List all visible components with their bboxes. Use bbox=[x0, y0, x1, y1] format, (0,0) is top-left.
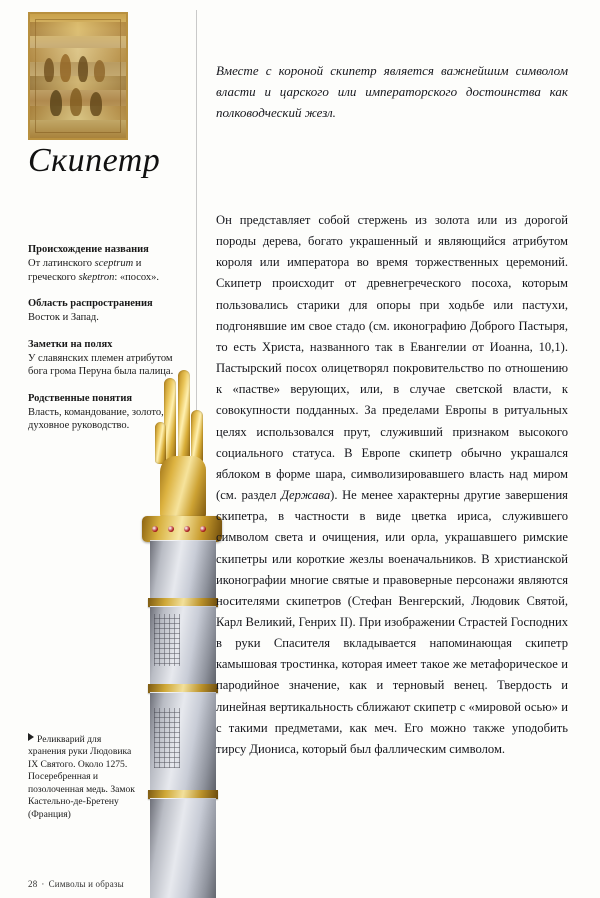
finger-thumb bbox=[155, 422, 166, 464]
forearm-body bbox=[148, 540, 218, 898]
folio-number: 28 bbox=[28, 879, 38, 889]
finger-middle bbox=[178, 370, 190, 464]
sidebar-item-origin bbox=[28, 243, 178, 284]
main-body-text: Он представляет собой стержень из золота или из дорогой породы дерева, богато украшенный и являющийся атрибутом короля или императора во время торжественных церемоний. Скипетр происходит от древнегреческого посоха, которым пользовались старики для опоры при ходьбе или пастухи, подгонявшие им свое стадо (см. иконографию Доброго Пастыря, то есть Христа, названного так в Евангелии от Иоанна, 10,1). Пастырский посох олицетворял покровительство по отношению к «пастве» верующих, или, в случае светской власти, к совокупности подданных. За пределами Европы в ритуальных целях использовался прут, служивший признаком высокого социального статуса. В Европе скипетр обычно украшался яблоком в форме шара, символизировавшего власть над миром (см. раздел Держава). Не менее характерны другие завершения скипетра, в частности в виде цветка ириса, служившего символом света и очищения, или орла, украшавшего римские скипетры или короткие жезлы военачальников. В христианской иконографии многие святые и правоверные персонажи являются носителями скипетров (Стефан Венгерский, Людовик Святой, Карл Великий, Генрих II). При изображении Страстей Господних в руки Спасителя вкладывается напоминающая скипетр камышовая тростинка, которая имеет такое же метафорическое и пародийное значение, как и терновый венец. Твердость и линейная вертикальность сближают скипетр с «мировой осью» и с такими предметами, как меч. Его можно также уподобить тирсу Диониса, который был фаллическим символом. bbox=[216, 213, 568, 756]
sidebar-text: У славянских племен атрибутом бога грома Перуна была палица. bbox=[28, 352, 174, 378]
folio-separator: · bbox=[41, 879, 45, 889]
blessing-hand bbox=[154, 370, 210, 520]
gem bbox=[152, 526, 158, 532]
gilded-wrist-cuff bbox=[142, 516, 222, 542]
sidebar-heading: Заметки на полях bbox=[28, 338, 113, 350]
figure-caption-text: Реликварий для хранения руки Людовика IX Святого. Около 1275. Посеребренная и позолоченная медь. Замок Кастельно-де-Бретену (Франция) bbox=[28, 734, 135, 820]
miniature-figure bbox=[50, 90, 62, 116]
intro-paragraph: Вместе с короной скипетр является важнейшим символом власти и царского или императорского достоинства как полководческий жезл. bbox=[216, 63, 568, 121]
sidebar-heading: Область распространения bbox=[28, 298, 153, 309]
sidebar-heading: Родственные понятия bbox=[28, 392, 133, 404]
sidebar-text: Власть, командование, золото, духовное руководство. bbox=[28, 406, 164, 432]
folio bbox=[28, 879, 124, 889]
miniature-figure bbox=[60, 54, 71, 82]
miniature-figure bbox=[78, 56, 88, 82]
gem bbox=[200, 526, 206, 532]
miniature-figure bbox=[94, 60, 105, 82]
gem bbox=[168, 526, 174, 532]
page-title: Скипетр bbox=[28, 142, 161, 179]
miniature-band bbox=[30, 22, 126, 36]
sidebar-item-distribution bbox=[28, 297, 178, 325]
folio-title: Символы и образы bbox=[48, 879, 124, 889]
miniature-figure bbox=[44, 58, 54, 82]
miniature-figure bbox=[90, 92, 102, 116]
sidebar-heading: Происхождение названия bbox=[28, 244, 149, 255]
figure-caption bbox=[28, 733, 138, 821]
miniature-figure bbox=[70, 88, 82, 116]
sidebar-text: Восток и Запад. bbox=[28, 312, 99, 324]
silvered-forearm bbox=[148, 540, 218, 898]
forearm-segment bbox=[150, 540, 216, 602]
medieval-miniature-illustration bbox=[28, 12, 128, 140]
mesh-panel bbox=[154, 614, 180, 666]
triangle-right-icon bbox=[28, 733, 34, 741]
palm bbox=[160, 456, 206, 520]
mesh-panel bbox=[154, 708, 180, 768]
gem bbox=[184, 526, 190, 532]
sidebar-text: От латинского sceptrum и греческого skeptron: «посох». bbox=[28, 258, 160, 283]
miniature-band bbox=[30, 48, 126, 62]
forearm-segment bbox=[150, 798, 216, 898]
